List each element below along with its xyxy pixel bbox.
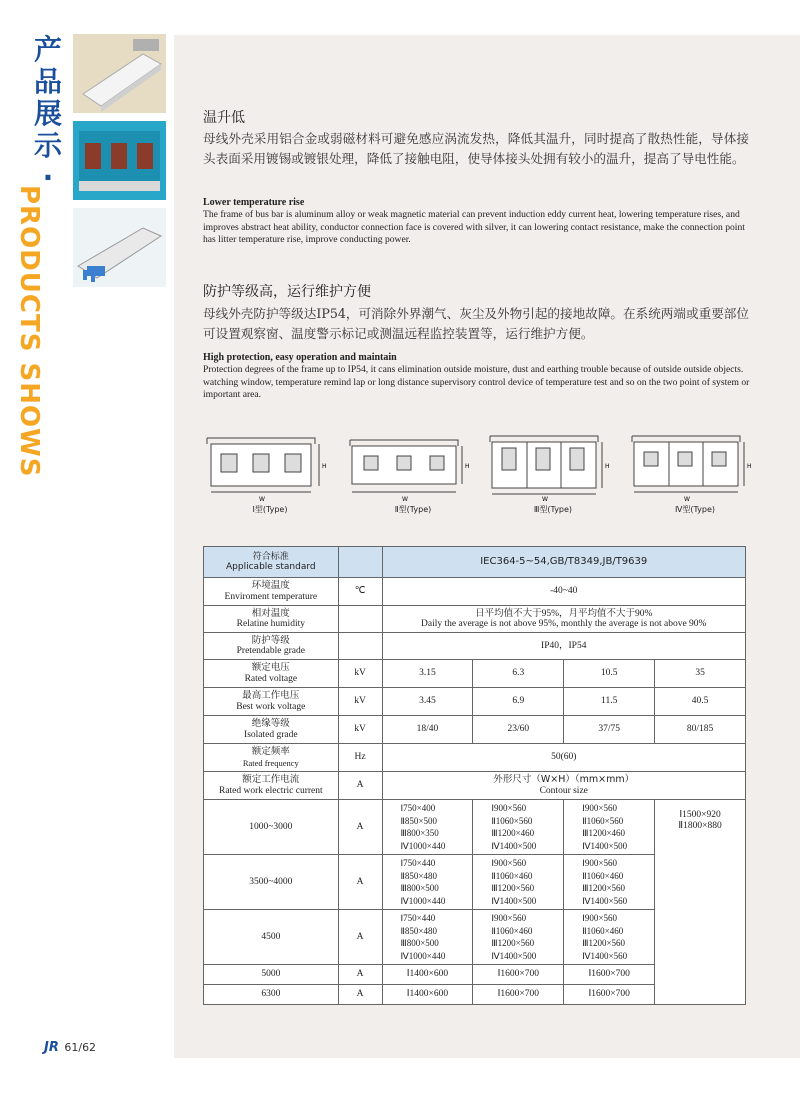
dim: Ⅳ1400×500 bbox=[582, 840, 628, 851]
table-cell: A bbox=[338, 965, 382, 985]
dim: Ⅳ1000×440 bbox=[400, 840, 446, 851]
dim: Ⅳ1400×560 bbox=[582, 895, 628, 906]
label-cn: 最高工作电压 bbox=[242, 690, 300, 701]
section2-en-title: High protection, easy operation and maintain bbox=[203, 352, 397, 363]
diagram-h-label: H bbox=[605, 463, 610, 470]
label-cn: 符合标准 bbox=[252, 551, 289, 562]
dim: Ⅱ1060×560 bbox=[582, 815, 624, 826]
table-cell bbox=[204, 633, 339, 660]
company-logo: JR bbox=[44, 1040, 59, 1055]
label-cn: 相对温度 bbox=[251, 607, 290, 619]
table-cell bbox=[382, 855, 473, 910]
table-cell bbox=[655, 800, 746, 1005]
table-cell: Ⅰ1600×700 bbox=[473, 965, 564, 985]
table-cell: 6.3 bbox=[473, 660, 564, 688]
dim: Ⅰ900×560 bbox=[491, 913, 527, 923]
table-cell: kV bbox=[338, 716, 382, 744]
table-cell bbox=[473, 800, 564, 855]
label-en: Rated voltage bbox=[244, 673, 298, 684]
label-en: Pretendable grade bbox=[236, 646, 305, 656]
dim: Ⅲ1200×460 bbox=[582, 828, 626, 838]
table-cell: 3.15 bbox=[382, 660, 473, 688]
table-cell bbox=[204, 772, 339, 800]
dim: Ⅰ900×560 bbox=[491, 858, 527, 868]
table-cell bbox=[382, 800, 473, 855]
table-cell: A bbox=[338, 800, 382, 855]
table-row bbox=[204, 716, 746, 744]
dim: Ⅱ850×500 bbox=[400, 815, 438, 826]
busbar-photo-3 bbox=[73, 208, 166, 287]
table-cell: Ⅰ1600×700 bbox=[473, 985, 564, 1005]
diagram-h-label: H bbox=[322, 463, 327, 470]
table-cell: 1000~3000 bbox=[204, 800, 339, 855]
table-cell: 40.5 bbox=[655, 688, 746, 716]
dim: Ⅰ900×560 bbox=[582, 858, 617, 868]
table-cell bbox=[204, 606, 339, 633]
side-title-en: PRODUCTS SHOWS bbox=[14, 185, 44, 478]
value-cn: 日平均值不大于95%，月平均值不大于90% bbox=[475, 608, 653, 619]
label-cn: 防护等级 bbox=[251, 634, 290, 646]
side-char: 展 bbox=[33, 97, 62, 130]
dim: Ⅱ1060×460 bbox=[582, 925, 624, 936]
table-cell: 4500 bbox=[204, 910, 339, 965]
table-cell bbox=[473, 855, 564, 910]
diagram-type-3-drawing bbox=[488, 430, 618, 502]
page-footer bbox=[44, 1040, 96, 1055]
label-en: Applicable standard bbox=[226, 562, 316, 572]
label-cn: 绝缘等级 bbox=[251, 718, 290, 729]
table-cell: 10.5 bbox=[564, 660, 655, 688]
dim: Ⅳ1400×500 bbox=[491, 950, 537, 961]
table-cell: 50(60) bbox=[382, 744, 746, 772]
label-cn: 额定电压 bbox=[251, 662, 290, 673]
table-cell: A bbox=[338, 772, 382, 800]
table-cell bbox=[204, 716, 339, 744]
label-en: Relatine humidity bbox=[236, 619, 305, 629]
table-cell: Ⅰ1400×600 bbox=[382, 985, 473, 1005]
page-number: 61/62 bbox=[64, 1041, 97, 1054]
diagram-type-4 bbox=[630, 430, 760, 520]
section1-en-text: The frame of bus bar is aluminum alloy or weak magnetic material can prevent induction eddy current heat, lowering temperature rises, and improves abstract heat ability, conductor connection face is covered with silver, it can lowering contact resistance, make the connection point has litter temperature rise, improve conducting power. bbox=[203, 209, 745, 245]
dim: Ⅲ1200×560 bbox=[582, 938, 626, 948]
dim: Ⅰ750×440 bbox=[400, 858, 436, 868]
table-row bbox=[204, 633, 746, 660]
section2-en-text: Protection degrees of the frame up to IP54, it cans elimination outside moisture, dust and earthing trouble because of outside outside objects. watching window, temperature remind lap or long distance supervisory control device of temperature test and so on the two point of system or important area. bbox=[203, 364, 750, 400]
table-cell: Hz bbox=[338, 744, 382, 772]
dim: Ⅱ1800×880 bbox=[678, 820, 722, 831]
table-row bbox=[204, 660, 746, 688]
dim: Ⅲ800×500 bbox=[400, 938, 439, 948]
table-cell: 80/185 bbox=[655, 716, 746, 744]
table-cell: A bbox=[338, 910, 382, 965]
diagram-w-label: W bbox=[542, 496, 548, 502]
side-char: 产 bbox=[33, 33, 62, 66]
table-cell bbox=[382, 910, 473, 965]
table-cell: Ⅰ1400×600 bbox=[382, 965, 473, 985]
table-cell: 6.9 bbox=[473, 688, 564, 716]
table-cell bbox=[382, 606, 746, 633]
table-cell: 3500~4000 bbox=[204, 855, 339, 910]
diagram-type-2-drawing bbox=[348, 430, 478, 502]
label-en: Rated frequency bbox=[242, 757, 299, 768]
dim: Ⅱ850×480 bbox=[400, 870, 438, 881]
diagram-h-label: H bbox=[465, 463, 470, 470]
table-cell: A bbox=[338, 985, 382, 1005]
dim: Ⅳ1000×440 bbox=[400, 950, 446, 961]
spec-table bbox=[203, 546, 746, 1005]
dim: Ⅲ1200×560 bbox=[491, 938, 535, 948]
table-cell bbox=[204, 744, 339, 772]
busbar-photo-1 bbox=[73, 34, 166, 113]
dim: Ⅰ900×560 bbox=[582, 803, 617, 813]
table-cell bbox=[204, 578, 339, 606]
label-cn: 环境温度 bbox=[251, 580, 290, 591]
table-cell bbox=[564, 800, 655, 855]
dim: Ⅲ1200×560 bbox=[582, 883, 626, 893]
dim: Ⅲ1200×460 bbox=[491, 828, 535, 838]
table-cell: Ⅰ1600×700 bbox=[564, 985, 655, 1005]
table-row bbox=[204, 578, 746, 606]
product-thumbnails bbox=[73, 34, 166, 295]
dim: Ⅱ1060×460 bbox=[491, 925, 533, 936]
label-en: Enviroment temperature bbox=[224, 591, 318, 602]
table-cell: Ⅰ1600×700 bbox=[564, 965, 655, 985]
table-row bbox=[204, 547, 746, 578]
dim: Ⅰ900×560 bbox=[491, 803, 527, 813]
diagram-type-2 bbox=[348, 430, 478, 520]
table-cell: 5000 bbox=[204, 965, 339, 985]
diagram-w-label: W bbox=[402, 496, 408, 502]
dim: Ⅳ1400×500 bbox=[491, 840, 537, 851]
dim: Ⅱ850×480 bbox=[400, 925, 438, 936]
section2-title: 防护等级高，运行维护方便 bbox=[203, 284, 371, 300]
label-en: Isolated grade bbox=[244, 729, 298, 740]
dim: Ⅰ1500×920 bbox=[679, 810, 721, 820]
side-title-cn bbox=[30, 34, 66, 194]
table-cell: ℃ bbox=[338, 578, 382, 606]
table-cell: 6300 bbox=[204, 985, 339, 1005]
table-cell: 3.45 bbox=[382, 688, 473, 716]
table-cell: 35 bbox=[655, 660, 746, 688]
value-en: Contour size bbox=[539, 785, 588, 796]
table-cell: kV bbox=[338, 660, 382, 688]
diagram-w-label: W bbox=[684, 496, 690, 502]
value-cn: 外形尺寸（W×H）（mm×mm） bbox=[493, 774, 635, 785]
label-cn: 额定频率 bbox=[251, 746, 290, 757]
table-cell bbox=[204, 660, 339, 688]
diagram-type-4-drawing bbox=[630, 430, 760, 502]
table-cell: kV bbox=[338, 688, 382, 716]
diagram-caption: Ⅲ型(Type) bbox=[533, 505, 573, 514]
diagram-w-label: W bbox=[259, 496, 265, 502]
section2-cn-text: 母线外壳防护等级达IP54，可消除外界潮气、灰尘及外物引起的接地故障。在系统两端或重要部位可设置观察窗、温度警示标记或测温远程监控装置等，运行维护方便。 bbox=[203, 306, 749, 341]
table-cell: -40~40 bbox=[382, 578, 746, 606]
busbar-photo-2 bbox=[73, 121, 166, 200]
dim: Ⅰ900×560 bbox=[582, 913, 617, 923]
dim: Ⅳ1400×500 bbox=[491, 895, 537, 906]
table-cell bbox=[204, 688, 339, 716]
side-char: · bbox=[42, 161, 54, 194]
table-cell bbox=[473, 910, 564, 965]
table-cell bbox=[204, 547, 339, 578]
label-en: Rated work electric current bbox=[218, 785, 323, 796]
cross-section-diagrams bbox=[200, 430, 760, 520]
table-cell bbox=[564, 855, 655, 910]
table-cell: 18/40 bbox=[382, 716, 473, 744]
table-row bbox=[204, 800, 746, 855]
diagram-h-label: H bbox=[747, 463, 752, 470]
side-char: 品 bbox=[33, 65, 62, 98]
dim: Ⅳ1000×440 bbox=[400, 895, 446, 906]
table-cell: IEC364-5~54,GB/T8349,JB/T9639 bbox=[382, 547, 746, 578]
value-en: Daily the average is not above 95%, monthly the average is not above 90% bbox=[421, 619, 707, 629]
diagram-caption: Ⅱ型(Type) bbox=[394, 505, 432, 514]
diagram-type-1 bbox=[205, 430, 335, 520]
diagram-caption: Ⅳ型(Type) bbox=[675, 505, 715, 514]
table-row bbox=[204, 688, 746, 716]
table-cell bbox=[564, 910, 655, 965]
table-cell: A bbox=[338, 855, 382, 910]
section1-title: 温升低 bbox=[203, 110, 245, 126]
table-row bbox=[204, 772, 746, 800]
dim: Ⅰ750×440 bbox=[400, 913, 436, 923]
table-cell: 37/75 bbox=[564, 716, 655, 744]
diagram-caption: Ⅰ型(Type) bbox=[252, 505, 288, 514]
dim: Ⅱ1060×460 bbox=[582, 870, 624, 881]
table-row bbox=[204, 606, 746, 633]
diagram-type-1-drawing bbox=[205, 430, 335, 502]
dim: Ⅲ1200×560 bbox=[491, 883, 535, 893]
dim: Ⅳ1400×560 bbox=[582, 950, 628, 961]
table-row bbox=[204, 744, 746, 772]
label-en: Best work voltage bbox=[236, 701, 306, 712]
table-cell bbox=[382, 772, 746, 800]
table-cell: IP40，IP54 bbox=[382, 633, 746, 660]
diagram-type-3 bbox=[488, 430, 618, 520]
table-cell: 23/60 bbox=[473, 716, 564, 744]
dim: Ⅱ1060×560 bbox=[491, 815, 533, 826]
table-cell bbox=[338, 606, 382, 633]
dim: Ⅲ800×350 bbox=[400, 828, 439, 838]
label-cn: 额定工作电流 bbox=[242, 774, 300, 785]
table-cell bbox=[338, 547, 382, 578]
dim: Ⅲ800×500 bbox=[400, 883, 439, 893]
table-cell: 11.5 bbox=[564, 688, 655, 716]
table-cell bbox=[338, 633, 382, 660]
section1-cn-text: 母线外壳采用铝合金或弱磁材料可避免感应涡流发热，降低其温升，同时提高了散热性能，导体接头表面采用镀锡或镀银处理，降低了接触电阻，使导体接头处拥有较小的温升，提高了导电性能。 bbox=[203, 131, 749, 166]
side-char: 示 bbox=[33, 129, 62, 162]
dim: Ⅰ750×400 bbox=[400, 803, 436, 813]
section1-en-title: Lower temperature rise bbox=[203, 197, 305, 208]
dim: Ⅱ1060×460 bbox=[491, 870, 533, 881]
